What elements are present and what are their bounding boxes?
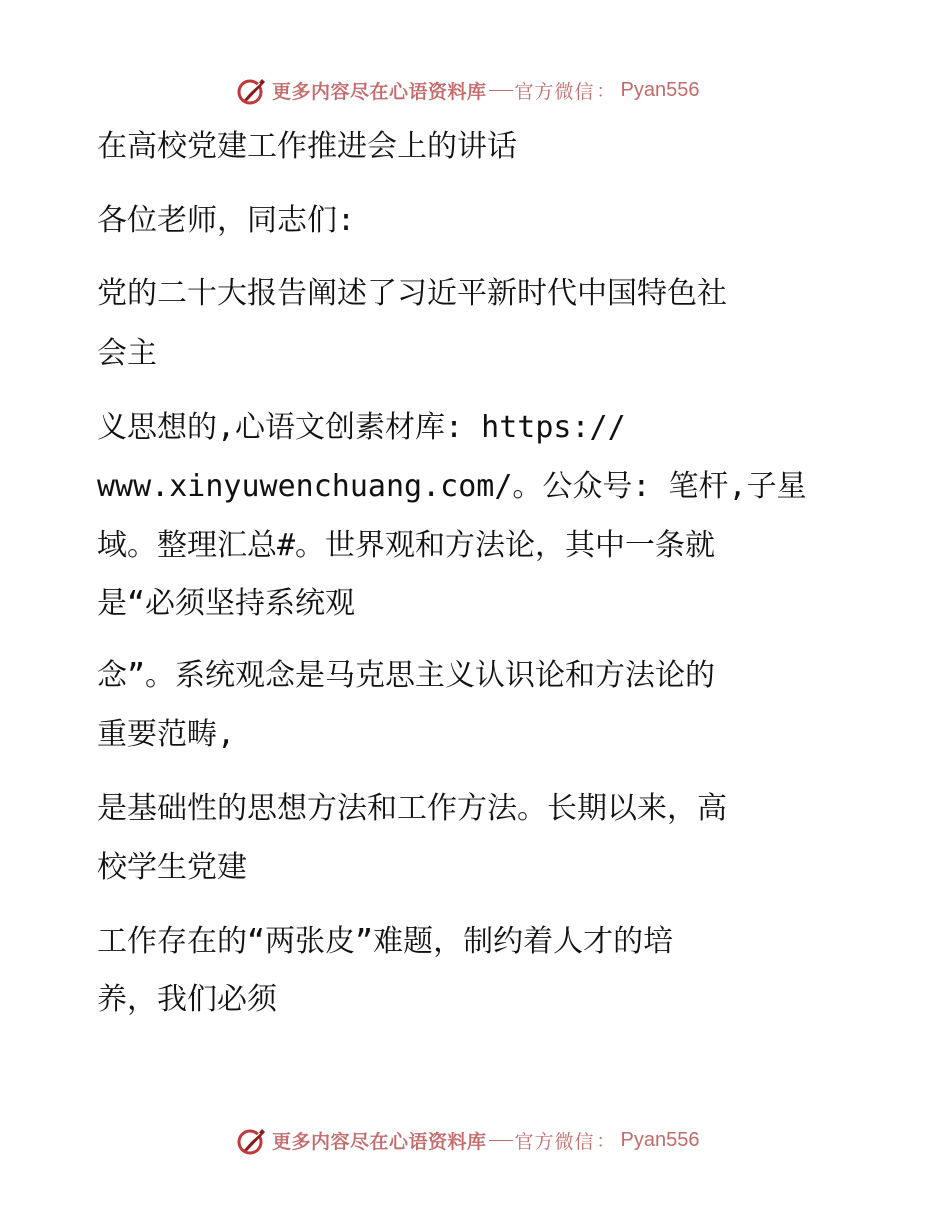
banner-wechat-label: 官方微信: [514, 1130, 595, 1153]
quill-pen-logo-icon: [236, 74, 268, 106]
banner-colon: ：: [596, 1131, 615, 1152]
paragraph-line: 重要范畴,: [97, 717, 236, 752]
banner-colon: ：: [596, 81, 615, 102]
paragraph-line: 是基础性的思想方法和工作方法。长期以来，高: [97, 791, 727, 826]
quill-pen-logo-icon: [236, 1124, 268, 1156]
banner-divider: [489, 1140, 513, 1141]
footer-banner: [236, 1123, 700, 1157]
document-title: 在高校党建工作推进会上的讲话: [97, 129, 517, 164]
paragraph-line: 义思想的,心语文创素材库: https://: [97, 410, 626, 445]
paragraph-line: 工作存在的“两张皮”难题，制约着人才的培: [97, 924, 674, 959]
paragraph-line: 是“必须坚持系统观: [97, 586, 356, 621]
banner-wechat-label: 官方微信: [514, 80, 595, 103]
paragraph-line: 校学生党建: [97, 850, 247, 885]
paragraph-line: 域。整理汇总#。世界观和方法论，其中一条就: [97, 528, 716, 563]
header-banner: [236, 73, 700, 107]
document-greeting: 各位老师，同志们:: [97, 203, 356, 238]
paragraph-line: 念”。系统观念是马克思主义认识论和方法论的: [97, 658, 716, 693]
banner-wechat-account: Pyan556: [620, 78, 700, 101]
banner-wechat-account: Pyan556: [620, 1128, 700, 1151]
paragraph-line: 会主: [97, 336, 157, 371]
banner-brand-text: 更多内容尽在心语资料库: [272, 1130, 487, 1153]
banner-brand-text: 更多内容尽在心语资料库: [272, 80, 487, 103]
paragraph-line: www.xinyuwenchuang.com/。公众号: 笔杆,子星: [97, 469, 807, 504]
paragraph-line: 党的二十大报告阐述了习近平新时代中国特色社: [97, 276, 727, 311]
banner-divider: [489, 90, 513, 91]
paragraph-line: 养，我们必须: [97, 982, 277, 1017]
